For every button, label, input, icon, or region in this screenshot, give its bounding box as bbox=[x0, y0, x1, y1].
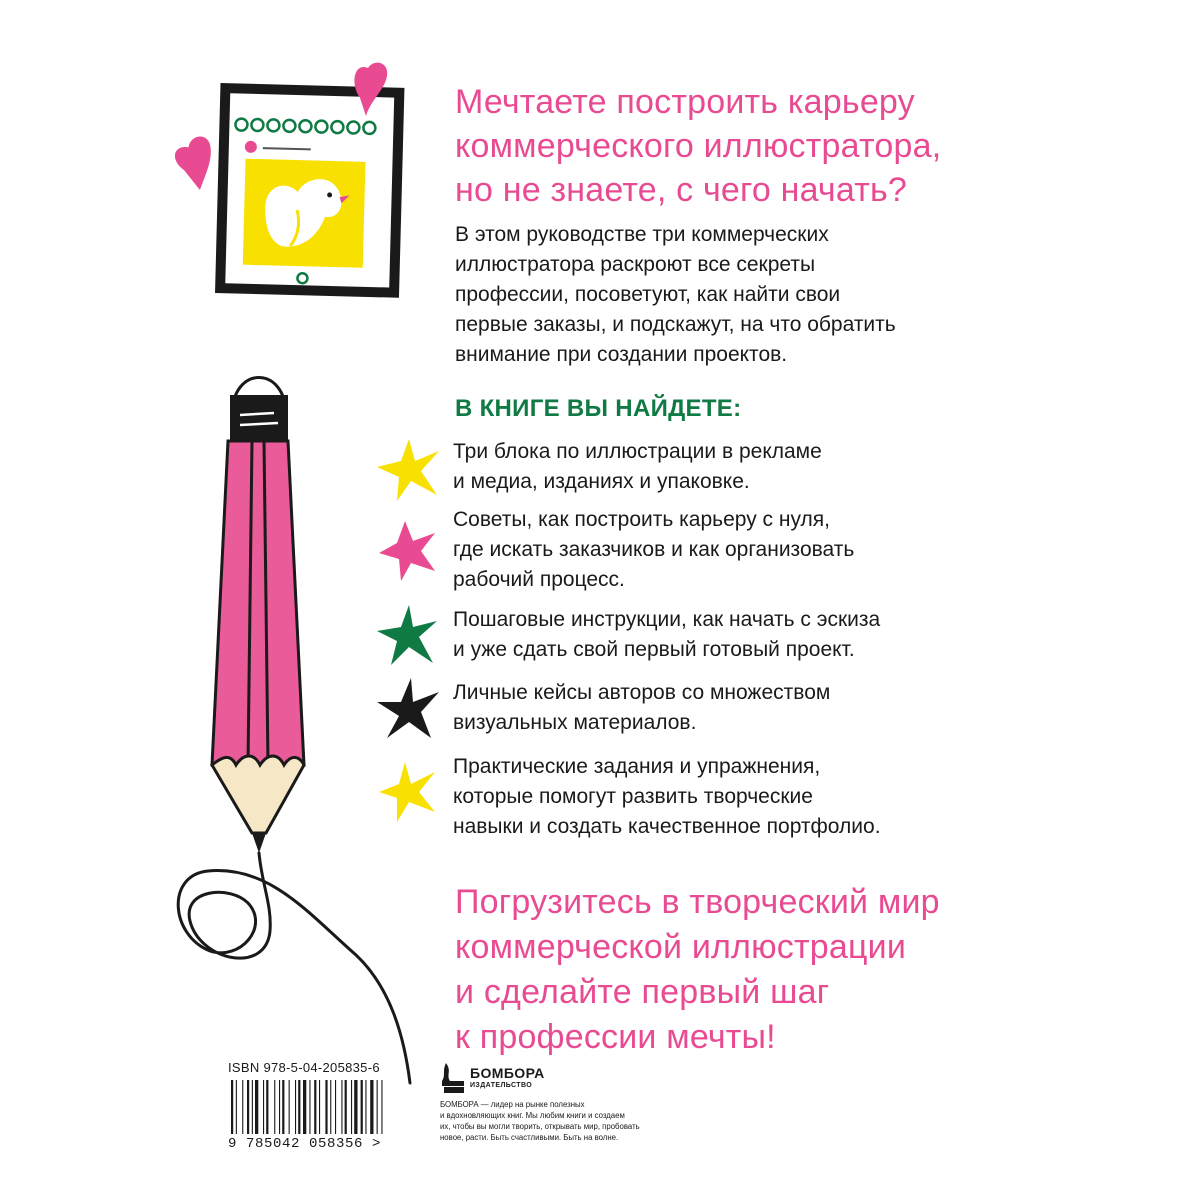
publisher-desc-line: и вдохновляющих книг. Мы любим книги и создаем bbox=[440, 1111, 625, 1120]
headline bbox=[455, 80, 1175, 212]
barcode-bar bbox=[282, 1080, 284, 1134]
feature-item bbox=[375, 752, 1175, 838]
feature-item bbox=[375, 678, 1175, 758]
publisher-desc-line: новое, расти. Быть счастливыми. Быть на волне. bbox=[440, 1133, 619, 1142]
closing-statement bbox=[455, 880, 1175, 1060]
feature-item bbox=[375, 505, 1175, 591]
feature-text: Советы, как построить карьеру с нуля, bbox=[453, 508, 830, 531]
barcode-bar bbox=[335, 1080, 336, 1134]
publisher-desc-line: БОМБОРА — лидер на рынке полезных bbox=[440, 1100, 585, 1109]
heart-icon bbox=[171, 134, 224, 195]
barcode-bar bbox=[263, 1080, 264, 1134]
publisher-sub: ИЗДАТЕЛЬСТВО bbox=[470, 1082, 533, 1089]
barcode-bar bbox=[289, 1080, 290, 1134]
barcode-bar bbox=[247, 1080, 249, 1134]
barcode-bar bbox=[266, 1080, 268, 1134]
barcode-bar bbox=[274, 1080, 275, 1134]
feature-text: навыки и создать качественное портфолио. bbox=[453, 815, 881, 838]
barcode-bar bbox=[365, 1080, 366, 1134]
intro-line: внимание при создании проектов. bbox=[455, 343, 788, 366]
features-title: В КНИГЕ ВЫ НАЙДЕТЕ: bbox=[455, 395, 742, 422]
barcode-bar bbox=[381, 1080, 382, 1134]
barcode-bar bbox=[377, 1080, 378, 1134]
intro-paragraph bbox=[455, 220, 1075, 370]
publisher-name: БОМБОРА bbox=[470, 1065, 545, 1081]
feature-text: и уже сдать свой первый готовый проект. bbox=[453, 638, 855, 661]
barcode-bar bbox=[295, 1080, 296, 1134]
star-icon bbox=[375, 676, 441, 742]
barcode-bar bbox=[236, 1080, 237, 1134]
closing-line: и сделайте первый шаг bbox=[455, 973, 830, 1011]
intro-line: профессии, посоветуют, как найти свои bbox=[455, 283, 841, 306]
star-icon bbox=[375, 603, 441, 669]
intro-line: иллюстратора раскроют все секреты bbox=[455, 253, 816, 276]
star-icon bbox=[375, 517, 441, 583]
publisher-logo-icon bbox=[440, 1061, 466, 1095]
barcode-bar bbox=[361, 1080, 363, 1134]
barcode-bar bbox=[303, 1080, 306, 1134]
barcode bbox=[231, 1080, 426, 1134]
feature-text: Три блока по иллюстрации в рекламе bbox=[453, 440, 822, 463]
barcode-number: 9 785042 058356 > bbox=[228, 1136, 382, 1152]
barcode-bar bbox=[345, 1080, 347, 1134]
star-icon bbox=[375, 437, 441, 503]
barcode-block bbox=[228, 1060, 428, 1150]
publisher-desc-line: их, чтобы вы могли творить, открывать мир, пробовать bbox=[440, 1122, 640, 1131]
feature-item bbox=[375, 605, 1175, 685]
intro-line: В этом руководстве три коммерческих bbox=[455, 223, 829, 246]
feature-text: Личные кейсы авторов со множеством bbox=[453, 681, 831, 704]
feature-text: где искать заказчиков и как организовать bbox=[453, 538, 855, 561]
feature-text: Пошаговые инструкции, как начать с эскиза bbox=[453, 608, 881, 631]
barcode-bar bbox=[279, 1080, 280, 1134]
barcode-bar bbox=[351, 1080, 352, 1134]
feature-text: визуальных материалов. bbox=[453, 711, 697, 734]
barcode-bar bbox=[319, 1080, 320, 1134]
closing-line: к профессии мечты! bbox=[455, 1018, 776, 1056]
barcode-bar bbox=[298, 1080, 300, 1134]
barcode-bar bbox=[242, 1080, 243, 1134]
barcode-bar bbox=[255, 1080, 258, 1134]
barcode-bar bbox=[309, 1080, 310, 1134]
barcode-bar bbox=[354, 1080, 357, 1134]
headline-line: коммерческого иллюстратора, bbox=[455, 127, 942, 165]
barcode-bar bbox=[325, 1080, 327, 1134]
isbn-label: ISBN 978-5-04-205835-6 bbox=[228, 1060, 380, 1075]
publisher-block bbox=[440, 1055, 700, 1155]
feature-text: рабочий процесс. bbox=[453, 568, 625, 591]
barcode-bar bbox=[252, 1080, 253, 1134]
barcode-bar bbox=[341, 1080, 342, 1134]
barcode-bar bbox=[330, 1080, 331, 1134]
star-icon bbox=[375, 758, 441, 824]
feature-text: которые помогут развить творческие bbox=[453, 785, 813, 808]
tablet-illustration bbox=[170, 50, 420, 310]
feature-text: Практические задания и упражнения, bbox=[453, 755, 821, 778]
intro-line: первые заказы, и подскажут, на что обратить bbox=[455, 313, 896, 336]
publisher-description bbox=[440, 1099, 700, 1143]
barcode-bar bbox=[231, 1080, 233, 1134]
barcode-bar bbox=[370, 1080, 373, 1134]
closing-line: Погрузитесь в творческий мир bbox=[455, 883, 940, 921]
barcode-bar bbox=[314, 1080, 316, 1134]
closing-line: коммерческой иллюстрации bbox=[455, 928, 907, 966]
feature-text: и медиа, изданиях и упаковке. bbox=[453, 470, 750, 493]
headline-line: Мечтаете построить карьеру bbox=[455, 83, 915, 121]
headline-line: но не знаете, с чего начать? bbox=[455, 171, 907, 209]
